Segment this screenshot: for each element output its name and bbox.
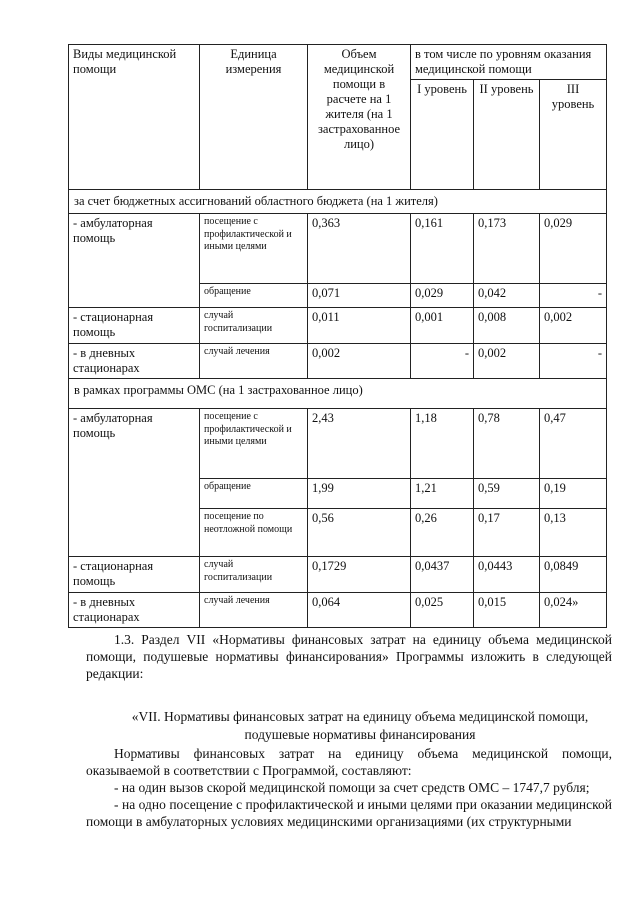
unit-cell: посещение с профилактической и иными целями bbox=[200, 214, 308, 284]
volume-cell: 0,363 bbox=[308, 214, 411, 284]
level3-cell: - bbox=[540, 344, 607, 379]
level2-cell: 0,17 bbox=[474, 509, 540, 557]
level3-cell: 0,47 bbox=[540, 409, 607, 479]
level3-cell: 0,0849 bbox=[540, 557, 607, 593]
unit-cell: случай госпитализации bbox=[200, 308, 308, 344]
kind-stationary: - стационарная помощь bbox=[69, 308, 200, 344]
header-level-2: II уровень bbox=[474, 80, 540, 190]
volume-cell: 1,99 bbox=[308, 479, 411, 509]
table-row bbox=[69, 557, 607, 593]
unit-cell: посещение по неотложной помощи bbox=[200, 509, 308, 557]
level3-cell: 0,024» bbox=[540, 593, 607, 628]
kind-day-hospital: - в дневных стационарах bbox=[69, 344, 200, 379]
table-row bbox=[69, 593, 607, 628]
header-levels-group: в том числе по уровням оказания медицинской помощи bbox=[411, 45, 607, 80]
table-row bbox=[69, 344, 607, 379]
level1-cell: 1,18 bbox=[411, 409, 474, 479]
level2-cell: 0,0443 bbox=[474, 557, 540, 593]
level1-cell: 0,029 bbox=[411, 284, 474, 308]
level3-cell: 0,002 bbox=[540, 308, 607, 344]
level3-cell: 0,13 bbox=[540, 509, 607, 557]
level1-cell: - bbox=[411, 344, 474, 379]
level2-cell: 0,042 bbox=[474, 284, 540, 308]
kind-day-hospital: - в дневных стационарах bbox=[69, 593, 200, 628]
body-block bbox=[86, 746, 612, 830]
level2-cell: 0,015 bbox=[474, 593, 540, 628]
level1-cell: 0,26 bbox=[411, 509, 474, 557]
level2-cell: 0,002 bbox=[474, 344, 540, 379]
volume-table-container bbox=[68, 44, 606, 628]
header-unit: Единица измерения bbox=[200, 45, 308, 190]
volume-cell: 0,56 bbox=[308, 509, 411, 557]
level2-cell: 0,008 bbox=[474, 308, 540, 344]
level1-cell: 0,161 bbox=[411, 214, 474, 284]
level1-cell: 0,025 bbox=[411, 593, 474, 628]
level1-cell: 1,21 bbox=[411, 479, 474, 509]
header-level-3: III уровень bbox=[540, 80, 607, 190]
unit-cell: посещение с профилактической и иными целями bbox=[200, 409, 308, 479]
level3-cell: - bbox=[540, 284, 607, 308]
level3-cell: 0,19 bbox=[540, 479, 607, 509]
level2-cell: 0,173 bbox=[474, 214, 540, 284]
table-row bbox=[69, 308, 607, 344]
kind-stationary: - стационарная помощь bbox=[69, 557, 200, 593]
section-oms: в рамках программы ОМС (на 1 застрахованное лицо) bbox=[69, 379, 607, 409]
volume-cell: 0,064 bbox=[308, 593, 411, 628]
volume-cell: 0,002 bbox=[308, 344, 411, 379]
level1-cell: 0,0437 bbox=[411, 557, 474, 593]
header-kind: Виды медицинской помощи bbox=[69, 45, 200, 190]
volume-cell: 0,011 bbox=[308, 308, 411, 344]
unit-cell: случай лечения bbox=[200, 344, 308, 379]
section-heading: «VII. Нормативы финансовых затрат на единицу объема медицинской помощи, подушевые нормативы финансирования bbox=[131, 709, 589, 742]
kind-ambulatory: - амбулаторная помощь bbox=[69, 409, 200, 557]
kind-ambulatory: - амбулаторная помощь bbox=[69, 214, 200, 308]
header-level-1: I уровень bbox=[411, 80, 474, 190]
level3-cell: 0,029 bbox=[540, 214, 607, 284]
paragraph-visit: - на одно посещение с профилактической и иными целями при оказании медицинской помощи в амбулаторных условиях медицинскими организациями (их структурными bbox=[86, 796, 612, 829]
paragraph-section-change: 1.3. Раздел VII «Нормативы финансовых затрат на единицу объема медицинской помощи, подушевые нормативы финансирования» Программы изложить в следующей редакции: bbox=[86, 632, 612, 681]
header-volume: Объем медицинской помощи в расчете на 1 жителя (на 1 застрахованное лицо) bbox=[308, 45, 411, 190]
paragraph-ambulance: - на один вызов скорой медицинской помощи за счет средств ОМС – 1747,7 рубля; bbox=[114, 779, 590, 795]
volume-cell: 2,43 bbox=[308, 409, 411, 479]
table-row bbox=[69, 409, 607, 479]
volume-cell: 0,1729 bbox=[308, 557, 411, 593]
level2-cell: 0,78 bbox=[474, 409, 540, 479]
unit-cell: случай лечения bbox=[200, 593, 308, 628]
unit-cell: обращение bbox=[200, 479, 308, 509]
table-row bbox=[69, 214, 607, 284]
volume-table bbox=[68, 44, 607, 628]
unit-cell: случай госпитализации bbox=[200, 557, 308, 593]
level1-cell: 0,001 bbox=[411, 308, 474, 344]
unit-cell: обращение bbox=[200, 284, 308, 308]
paragraph-norms-intro: Нормативы финансовых затрат на единицу объема медицинской помощи, оказываемой в соответствии с Программой, составляют: bbox=[86, 746, 612, 778]
level2-cell: 0,59 bbox=[474, 479, 540, 509]
section-budget: за счет бюджетных ассигнований областного бюджета (на 1 жителя) bbox=[69, 190, 607, 214]
volume-cell: 0,071 bbox=[308, 284, 411, 308]
